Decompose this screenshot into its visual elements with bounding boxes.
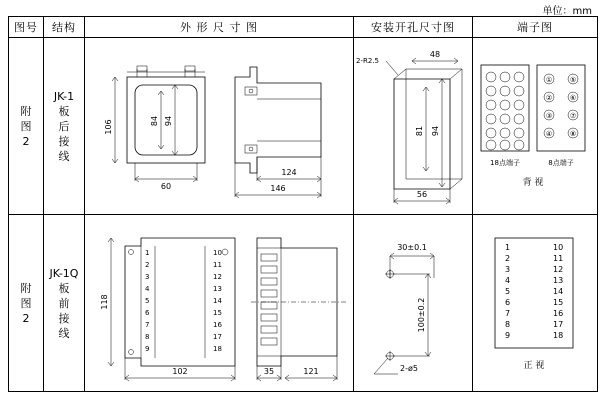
dim-118: 118 — [100, 294, 109, 310]
term-right-11: 11 — [213, 261, 222, 269]
table-row — [9, 38, 598, 215]
terminal-svg-jk1q — [473, 216, 595, 390]
term-right-10: 10 — [213, 249, 222, 257]
t-left-9: 9 — [505, 331, 511, 340]
terminal-left-column — [505, 243, 510, 340]
t-right-17: 17 — [553, 320, 564, 329]
panel-svg-jk1q — [354, 216, 470, 390]
side-terminal-pins — [261, 254, 277, 345]
t-right-15: 15 — [553, 298, 564, 307]
header-terminal: 端子图 — [473, 17, 598, 38]
row2-outline-drawing — [85, 215, 354, 392]
terminal-right-column — [553, 243, 563, 340]
term-right-18: 18 — [213, 345, 222, 353]
header-figure-no: 图号 — [9, 17, 44, 38]
row2-structure-text: JK-1Q 板 前 接 线 — [49, 266, 79, 340]
row1-outline-drawing — [85, 38, 354, 215]
t-right-12: 12 — [553, 265, 564, 274]
term-left-4: 4 — [145, 285, 150, 293]
caption-18-terminal: 18点端子 — [490, 159, 520, 167]
term-num-6: ⑥ — [569, 94, 577, 102]
terminal-svg-jk1 — [473, 39, 595, 213]
term-num-1: ① — [545, 76, 553, 84]
view-label-front: 正 视 — [523, 361, 545, 371]
table-row — [9, 215, 598, 392]
row1-figure-no — [9, 38, 44, 215]
term-left-1: 1 — [145, 249, 150, 257]
row1-terminal — [473, 38, 598, 215]
term-left-2: 2 — [145, 261, 150, 269]
t-right-13: 13 — [553, 276, 564, 285]
t-right-11: 11 — [553, 254, 564, 263]
term-left-5: 5 — [145, 297, 150, 305]
term-num-2: ② — [545, 94, 553, 102]
t-right-14: 14 — [553, 287, 564, 296]
row1-structure — [44, 38, 85, 215]
dim-100-tol: 100±0.2 — [417, 297, 426, 333]
dim-121: 121 — [303, 367, 319, 376]
dim-35: 35 — [263, 367, 275, 376]
dim-84: 84 — [150, 115, 159, 127]
t-right-10: 10 — [553, 243, 564, 252]
dim-94-panel: 94 — [431, 125, 440, 137]
row2-terminal — [473, 215, 598, 392]
term-num-5: ⑤ — [569, 76, 577, 84]
t-left-3: 3 — [505, 265, 511, 274]
term-right-16: 16 — [213, 321, 222, 329]
dim-146: 146 — [270, 184, 286, 193]
term-right-12: 12 — [213, 273, 222, 281]
dim-106: 106 — [104, 119, 113, 135]
header-structure: 结构 — [44, 17, 85, 38]
dim-30-tol: 30±0.1 — [397, 243, 427, 252]
row2-structure — [44, 215, 85, 392]
term-left-8: 8 — [145, 333, 150, 341]
row2-figure-no — [9, 215, 44, 392]
row1-panel-cutout — [354, 38, 473, 215]
panel-svg-jk1 — [354, 39, 470, 213]
t-left-8: 8 — [505, 320, 511, 329]
row2-panel-cutout — [354, 215, 473, 392]
dim-60: 60 — [160, 182, 172, 191]
term-left-7: 7 — [145, 321, 150, 329]
header-outline: 外 形 尺 寸 图 — [85, 17, 354, 38]
term-num-3: ③ — [545, 112, 553, 120]
view-label-rear: 背 视 — [522, 178, 544, 188]
t-left-5: 5 — [505, 287, 511, 296]
term-right-13: 13 — [213, 285, 222, 293]
t-left-1: 1 — [505, 243, 511, 252]
dim-2-R2.5: 2-R2.5 — [356, 57, 379, 65]
dim-94: 94 — [164, 115, 173, 127]
term-num-8: ⑧ — [569, 130, 577, 138]
t-left-7: 7 — [505, 309, 511, 318]
term-left-9: 9 — [145, 345, 150, 353]
t-left-6: 6 — [505, 298, 511, 307]
term-num-4: ④ — [545, 130, 553, 138]
caption-8-terminal: 8点端子 — [548, 159, 574, 167]
t-right-16: 16 — [553, 309, 564, 318]
t-left-4: 4 — [505, 276, 511, 285]
row2-figure-no-text: 附 图 2 — [20, 281, 32, 325]
outline-svg-jk1 — [85, 39, 351, 213]
dim-81: 81 — [415, 125, 424, 137]
dim-2-hole-dia: 2-ø5 — [400, 364, 418, 373]
table-header-row — [9, 17, 598, 38]
t-left-2: 2 — [505, 254, 511, 263]
t-right-18: 18 — [553, 331, 564, 340]
header-panel-cutout: 安装开孔尺寸图 — [354, 17, 473, 38]
dim-124: 124 — [281, 168, 297, 177]
dim-48: 48 — [429, 50, 441, 59]
term-right-17: 17 — [213, 333, 222, 341]
dim-56: 56 — [416, 190, 428, 199]
outline-svg-jk1q — [85, 216, 351, 390]
term-left-6: 6 — [145, 309, 150, 317]
term-right-15: 15 — [213, 309, 222, 317]
terminal-18-dots — [486, 72, 524, 150]
unit-note: 单位：mm — [542, 6, 592, 17]
dim-102: 102 — [172, 367, 188, 376]
term-right-14: 14 — [213, 297, 222, 305]
row1-structure-text: JK-1 板 后 接 线 — [53, 89, 75, 163]
row1-figure-no-text: 附 图 2 — [20, 104, 32, 148]
spec-table — [8, 16, 598, 392]
term-num-7: ⑦ — [569, 112, 577, 120]
term-left-3: 3 — [145, 273, 150, 281]
